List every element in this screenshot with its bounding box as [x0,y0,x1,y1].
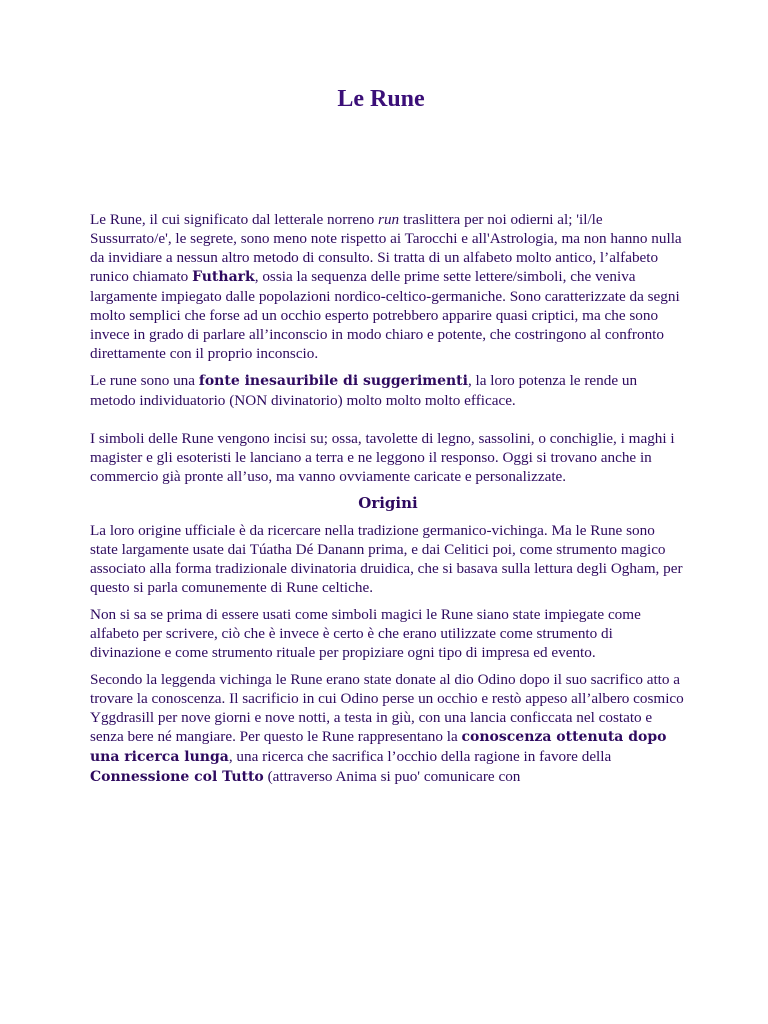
origins-paragraph-3 [90,670,686,787]
text-run: (attraverso Anima si puo' comunicare con [263,768,521,785]
intro-paragraph-2 [90,371,686,410]
italic-term-run: run [378,211,400,228]
text-run: , una ricerca che sacrifica l’occhio della ragione in favore della [228,748,612,765]
intro-paragraph-3: I simboli delle Rune vengono incisi su; ossa, tavolette di legno, sassolini, o conchiglie, i maghi i magister e gli esoteristi le lanciano a terra e ne leggono il responso. Oggi si trovano anche in commercio già pronte all’uso, ma vanno ovviamente caricate e personalizzate. [90,430,675,485]
bold-term-futhark: Futhark [192,269,255,285]
text-run: , la loro potenza le rende un metodo individuatorio (NON divinatorio) molto molto molto efficace. [90,372,638,409]
bold-phrase-connessione: Connessione col Tutto [90,769,264,785]
text-run: Le rune sono una [90,372,199,389]
bold-phrase-suggerimenti: fonte inesauribile di suggerimenti [198,373,468,389]
text-run: Secondo la leggenda vichinga le Rune erano state donate al dio Odino dopo il suo sacrifico atto a trovare la conoscenza. Il sacrificio in cui Odino perse un occhio e restò appeso all’albero cosmico Yggdrasill per nove giorni e nove notti, a testa in giù, con una lancia conficcata nel costato e senza bere né mangiare. Per questo le Rune rappresentano la [90,671,684,745]
document-body [90,210,686,795]
section-heading-origini: Origini [358,494,418,512]
page-title: Le Rune [337,86,425,112]
origins-paragraph-2: Non si sa se prima di essere usati come simboli magici le Rune siano state impiegate come alfabeto per scrivere, ciò che è invece è certo è che erano utilizzate come strumento di divinazione e come strumento rituale per propiziare ogni tipo di impresa ed evento. [90,606,641,661]
bold-phrase-conoscenza: conoscenza ottenuta dopo una ricerca lunga [90,729,667,765]
text-run: traslittera per noi odierni al; 'il/le Sussurrato/e', le segrete, sono meno note rispetto ai Tarocchi e all'Astrologia, ma non hanno nulla da invidiare a nessun altro metodo di consulto. Si tratta di un alfabeto molto antico, l’alfabeto runico chiamato [90,211,682,285]
text-run: , ossia la sequenza delle prime sette lettere/simboli, che veniva largamente impiegato dalle popolazioni nordico-celtico-germaniche. Sono caratterizzate da segni molto semplici che forse ad un occhio esperto potrebbero apparire quasi criptici, ma che sono invece in grado di parlare all’inconscio in modo chiaro e potente, che costringono al confronto direttamente con il proprio inconscio. [90,268,680,362]
intro-paragraph-1 [90,210,686,363]
origins-paragraph-1: La loro origine ufficiale è da ricercare nella tradizione germanico-vichinga. Ma le Rune sono state largamente usate dai Túatha Dé Danann prima, e dai Celitici poi, come strumento magico associato alla forma tradizionale divinatoria druidica, che si basava sulla lettura degli Ogham, per questo si parla comunemente di Rune celtiche. [90,522,683,596]
text-run: Le Rune, il cui significato dal letterale norreno [90,211,379,228]
